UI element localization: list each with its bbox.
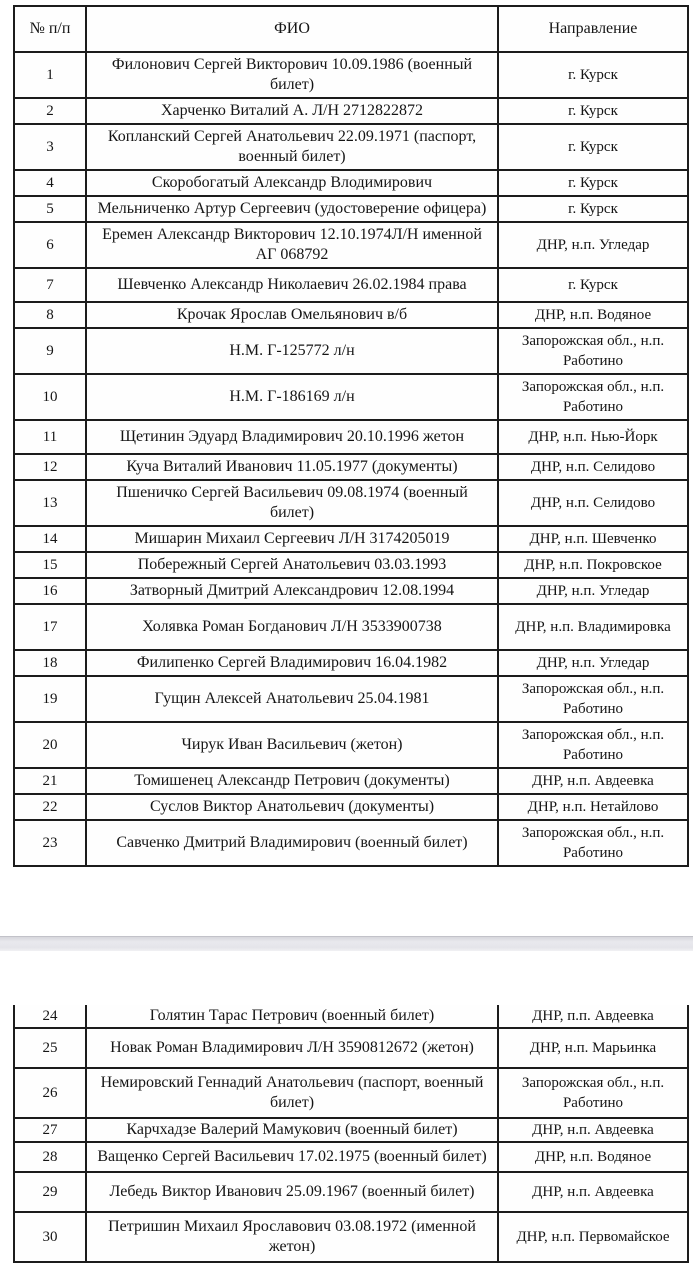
table-row xyxy=(14,1028,688,1068)
table-row xyxy=(14,170,688,196)
row-number-cell: 24 xyxy=(14,1005,86,1028)
fio-cell: Голятин Тарас Петрович (военный билет) xyxy=(86,1005,498,1028)
direction-cell: ДНР, н.п. Нью-Йорк xyxy=(498,420,688,454)
table-row xyxy=(14,526,688,552)
direction-cell: Запорожская обл., н.п. Работино xyxy=(498,1068,688,1118)
table-row xyxy=(14,328,688,374)
fio-cell: Новак Роман Владимирович Л/Н 3590812672 (жетон) xyxy=(86,1028,498,1068)
row-number-cell: 29 xyxy=(14,1172,86,1212)
table-row xyxy=(14,268,688,302)
fio-cell: Чирук Иван Васильевич (жетон) xyxy=(86,722,498,768)
row-number-cell: 20 xyxy=(14,722,86,768)
fio-cell: Холявка Роман Богданович Л/Н 3533900738 xyxy=(86,604,498,650)
table-row xyxy=(14,374,688,420)
row-number-cell: 11 xyxy=(14,420,86,454)
direction-cell: ДНР, н.п. Покровское xyxy=(498,552,688,578)
table-row xyxy=(14,552,688,578)
direction-cell: ДНР, п.п. Авдеевка xyxy=(498,1005,688,1028)
direction-cell: г. Курск xyxy=(498,268,688,302)
row-number-cell: 30 xyxy=(14,1212,86,1262)
fio-cell: Шевченко Александр Николаевич 26.02.1984 права xyxy=(86,268,498,302)
fio-cell: Н.М. Г-125772 л/н xyxy=(86,328,498,374)
fio-cell: Филипенко Сергей Владимирович 16.04.1982 xyxy=(86,650,498,676)
fio-cell: Гущин Алексей Анатольевич 25.04.1981 xyxy=(86,676,498,722)
direction-cell: ДНР, н.п. Авдеевка xyxy=(498,768,688,794)
table-row xyxy=(14,650,688,676)
table-row xyxy=(14,604,688,650)
direction-cell: ДНР, н.п. Авдеевка xyxy=(498,1118,688,1142)
row-number-cell: 4 xyxy=(14,170,86,196)
fio-cell: Савченко Дмитрий Владимирович (военный билет) xyxy=(86,820,498,866)
row-number-cell: 2 xyxy=(14,98,86,124)
roster-table-page-1 xyxy=(13,5,689,867)
direction-cell: ДНР, н.п. Водяное xyxy=(498,1142,688,1172)
row-number-cell: 13 xyxy=(14,480,86,526)
row-number-cell: 17 xyxy=(14,604,86,650)
table-header-row xyxy=(14,6,688,52)
fio-cell: Еремен Александр Викторович 12.10.1974Л/Н именной АГ 068792 xyxy=(86,222,498,268)
direction-cell: Запорожская обл., н.п. Работино xyxy=(498,328,688,374)
table-row xyxy=(14,454,688,480)
row-number-cell: 27 xyxy=(14,1118,86,1142)
row-number-cell: 3 xyxy=(14,124,86,170)
row-number-cell: 14 xyxy=(14,526,86,552)
fio-cell: Харченко Виталий А. Л/Н 2712822872 xyxy=(86,98,498,124)
fio-cell: Пшеничко Сергей Васильевич 09.08.1974 (военный билет) xyxy=(86,480,498,526)
table-row xyxy=(14,1172,688,1212)
table-row xyxy=(14,222,688,268)
row-number-cell: 23 xyxy=(14,820,86,866)
header-direction: Направление xyxy=(498,6,688,52)
table-row xyxy=(14,480,688,526)
direction-cell: ДНР, н.п. Шевченко xyxy=(498,526,688,552)
row-number-cell: 26 xyxy=(14,1068,86,1118)
table-row xyxy=(14,1005,688,1028)
fio-cell: Копланский Сергей Анатольевич 22.09.1971 (паспорт, военный билет) xyxy=(86,124,498,170)
table-row xyxy=(14,52,688,98)
direction-cell: Запорожская обл., н.п. Работино xyxy=(498,820,688,866)
header-number: № п/п xyxy=(14,6,86,52)
table-row xyxy=(14,1068,688,1118)
direction-cell: ДНР, н.п. Владимировка xyxy=(498,604,688,650)
direction-cell: ДНР, н.п. Селидово xyxy=(498,480,688,526)
table-row xyxy=(14,196,688,222)
header-fio: ФИО xyxy=(86,6,498,52)
row-number-cell: 5 xyxy=(14,196,86,222)
row-number-cell: 19 xyxy=(14,676,86,722)
fio-cell: Щетинин Эдуард Владимирович 20.10.1996 жетон xyxy=(86,420,498,454)
roster-table-page-2 xyxy=(13,1005,689,1263)
direction-cell: Запорожская обл., н.п. Работино xyxy=(498,722,688,768)
fio-cell: Скоробогатый Александр Влодимирович xyxy=(86,170,498,196)
direction-cell: ДНР, н.п. Угледар xyxy=(498,578,688,604)
direction-cell: ДНР, н.п. Нетайлово xyxy=(498,794,688,820)
row-number-cell: 8 xyxy=(14,302,86,328)
fio-cell: Затворный Дмитрий Александрович 12.08.1994 xyxy=(86,578,498,604)
fio-cell: Карчхадзе Валерий Мамукович (военный билет) xyxy=(86,1118,498,1142)
document-page-2 xyxy=(13,1005,689,1263)
table-row xyxy=(14,302,688,328)
row-number-cell: 12 xyxy=(14,454,86,480)
direction-cell: Запорожская обл., н.п. Работино xyxy=(498,676,688,722)
table-row xyxy=(14,124,688,170)
document-page-1 xyxy=(13,5,689,867)
fio-cell: Побережный Сергей Анатольевич 03.03.1993 xyxy=(86,552,498,578)
fio-cell: Лебедь Виктор Иванович 25.09.1967 (военный билет) xyxy=(86,1172,498,1212)
direction-cell: г. Курск xyxy=(498,170,688,196)
row-number-cell: 18 xyxy=(14,650,86,676)
fio-cell: Томишенец Александр Петрович (документы) xyxy=(86,768,498,794)
direction-cell: г. Курск xyxy=(498,196,688,222)
direction-cell: г. Курск xyxy=(498,124,688,170)
row-number-cell: 22 xyxy=(14,794,86,820)
direction-cell: ДНР, н.п. Угледар xyxy=(498,650,688,676)
row-number-cell: 21 xyxy=(14,768,86,794)
table-row xyxy=(14,98,688,124)
row-number-cell: 16 xyxy=(14,578,86,604)
row-number-cell: 1 xyxy=(14,52,86,98)
direction-cell: ДНР, н.п. Угледар xyxy=(498,222,688,268)
row-number-cell: 28 xyxy=(14,1142,86,1172)
table-row xyxy=(14,1212,688,1262)
fio-cell: Ващенко Сергей Васильевич 17.02.1975 (военный билет) xyxy=(86,1142,498,1172)
table-row xyxy=(14,578,688,604)
fio-cell: Филонович Сергей Викторович 10.09.1986 (военный билет) xyxy=(86,52,498,98)
fio-cell: Куча Виталий Иванович 11.05.1977 (документы) xyxy=(86,454,498,480)
table-row xyxy=(14,420,688,454)
fio-cell: Петришин Михаил Ярославович 03.08.1972 (именной жетон) xyxy=(86,1212,498,1262)
direction-cell: Запорожская обл., н.п. Работино xyxy=(498,374,688,420)
table-row xyxy=(14,1118,688,1142)
row-number-cell: 9 xyxy=(14,328,86,374)
fio-cell: Мишарин Михаил Сергеевич Л/Н 3174205019 xyxy=(86,526,498,552)
fio-cell: Н.М. Г-186169 л/н xyxy=(86,374,498,420)
fio-cell: Немировский Геннадий Анатольевич (паспорт, военный билет) xyxy=(86,1068,498,1118)
table-row xyxy=(14,722,688,768)
direction-cell: ДНР, н.п. Водяное xyxy=(498,302,688,328)
row-number-cell: 7 xyxy=(14,268,86,302)
fio-cell: Суслов Виктор Анатольевич (документы) xyxy=(86,794,498,820)
row-number-cell: 6 xyxy=(14,222,86,268)
table-row xyxy=(14,1142,688,1172)
row-number-cell: 15 xyxy=(14,552,86,578)
table-row xyxy=(14,794,688,820)
direction-cell: г. Курск xyxy=(498,52,688,98)
table-row xyxy=(14,768,688,794)
direction-cell: ДНР, н.п. Первомайское xyxy=(498,1212,688,1262)
row-number-cell: 25 xyxy=(14,1028,86,1068)
direction-cell: ДНР, н.п. Марьинка xyxy=(498,1028,688,1068)
fio-cell: Мельниченко Артур Сергеевич (удостоверение офицера) xyxy=(86,196,498,222)
table-row xyxy=(14,676,688,722)
page-divider xyxy=(0,936,693,951)
direction-cell: г. Курск xyxy=(498,98,688,124)
direction-cell: ДНР, н.п. Авдеевка xyxy=(498,1172,688,1212)
row-number-cell: 10 xyxy=(14,374,86,420)
table-row xyxy=(14,820,688,866)
fio-cell: Крочак Ярослав Омельянович в/б xyxy=(86,302,498,328)
direction-cell: ДНР, н.п. Селидово xyxy=(498,454,688,480)
